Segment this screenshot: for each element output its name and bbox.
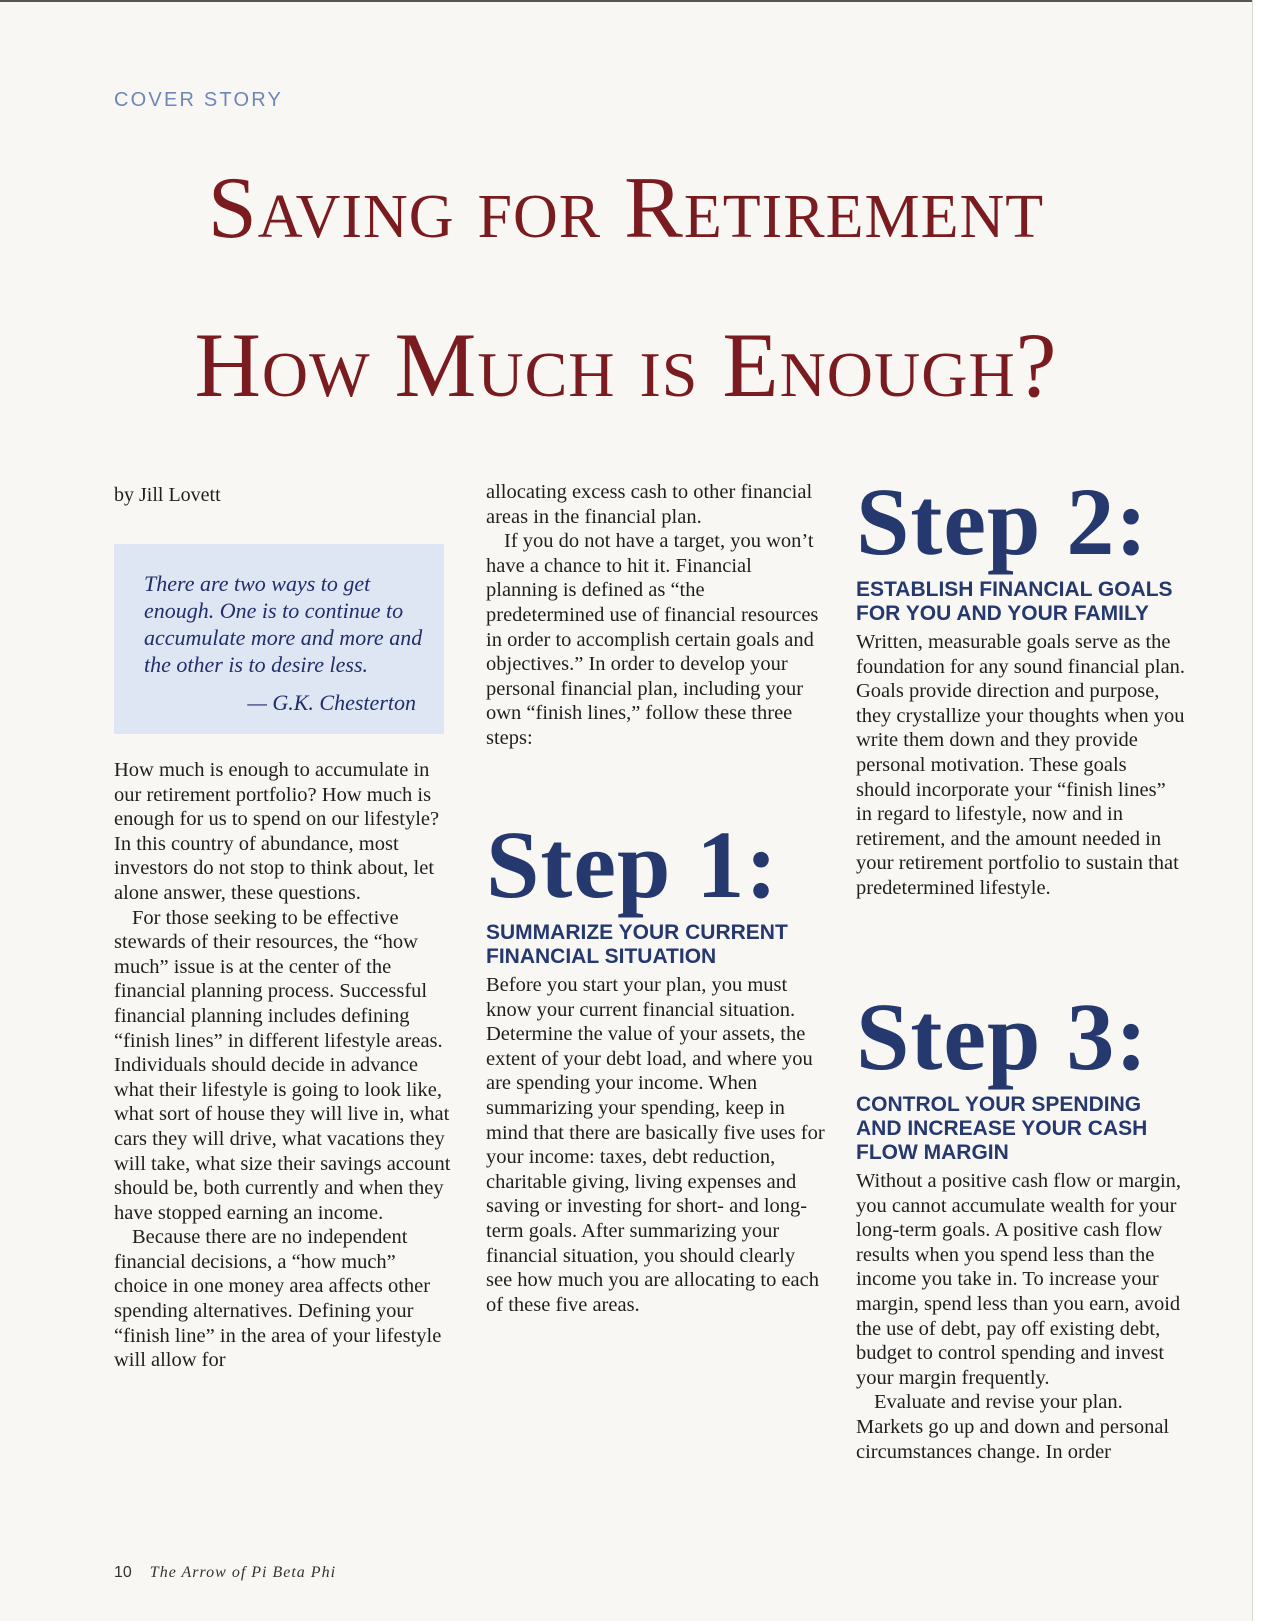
intro-paragraph: Because there are no independent financial decisions, a “how much” choice in one money area affects other spending alternatives. Defining your “finish line” in the area of your lifestyle will allow for [114,1226,442,1372]
step-1-section [486,811,826,1317]
page-edge [1252,0,1271,1621]
step-2-body [856,630,1186,901]
intro-paragraph: For those seeking to be effective stewards of their resources, the “how much” issue is at the center of the financial planning process. Successful financial planning includes defining “finish lines” in different lifestyle areas. Individuals should decide in advance what their lifestyle is going to look like, what sort of house they will live in, what cars they will drive, what vacations they will take, what size their savings account should be, both currently and when they have stopped earning an income. [114,906,451,1224]
pull-quote [114,544,444,734]
step-3-body [856,1169,1186,1464]
intro-paragraph: How much is enough to accumulate in our retirement portfolio? How much is enough for us to spend on our lifestyle? In this country of abundance, most investors do not stop to think about, let alone answer, these questions. [114,759,440,904]
continued-body [486,480,826,751]
title-line-2: How Much is Enough? [194,314,1058,416]
step-3-paragraph: Evaluate and revise your plan. Markets go up and down and personal circumstances change. In order [856,1391,1170,1463]
section-label: COVER STORY [114,89,284,111]
pull-quote-text: There are two ways to get enough. One is to continue to accumulate more and more and the other is to desire less. [144,571,423,677]
intro-body [114,758,454,1373]
step-3-heading: Step 3: [856,983,1149,1090]
step-1-body [486,973,826,1317]
step-1-subheading: SUMMARIZE YOUR CURRENT FINANCIAL SITUATION [486,921,788,968]
continued-paragraph: If you do not have a target, you won’t have a chance to hit it. Financial planning is defined as “the predetermined use of financial resources in order to accomplish certain goals and objectives.” In order to develop your personal financial plan, including your own “finish lines,” follow these three steps: [486,530,819,749]
step-1-heading: Step 1: [486,811,779,918]
continued-paragraph: allocating excess cash to other financial areas in the financial plan. [486,481,813,528]
step-3-subheading: CONTROL YOUR SPENDING AND INCREASE YOUR CASH FLOW MARGIN [856,1093,1148,1164]
page-footer [114,1564,336,1582]
step-2-section [856,468,1186,901]
title-line-1: Saving for Retirement [207,160,1045,257]
top-rule [0,0,1252,2]
publication-name: The Arrow of Pi Beta Phi [149,1564,337,1581]
step-3-section [856,983,1186,1464]
step-1-paragraph: Before you start your plan, you must know your current financial situation. Determine the value of your assets, the extent of your debt load, and where you are spending your income. When summarizing your spending, keep in mind that there are basically five uses for your income: taxes, debt reduction, charitable giving, living expenses and saving or investing for short- and long-term goals. After summarizing your financial situation, you should clearly see how much you are allocating to each of these five areas. [486,974,825,1316]
byline: by Jill Lovett [114,484,221,506]
step-3-paragraph: Without a positive cash flow or margin, you cannot accumulate wealth for your long-term goals. A positive cash flow results when you spend less than the income you take in. To increase your margin, spend less than you earn, avoid the use of debt, pay off existing debt, budget to control spending and invest your margin frequently. [856,1170,1182,1389]
pull-quote-attribution: — G.K. Chesterton [247,690,416,715]
step-2-paragraph: Written, measurable goals serve as the foundation for any sound financial plan. Goals provide direction and purpose, they crystallize your thoughts when you write them down and they provide personal motivation. These goals should incorporate your “finish lines” in regard to lifestyle, now and in retirement, and the amount needed in your retirement portfolio to sustain that predetermined lifestyle. [856,631,1186,899]
step-2-heading: Step 2: [856,468,1149,575]
step-2-subheading: ESTABLISH FINANCIAL GOALS FOR YOU AND YOUR FAMILY [856,578,1173,625]
page-number: 10 [114,1564,132,1581]
